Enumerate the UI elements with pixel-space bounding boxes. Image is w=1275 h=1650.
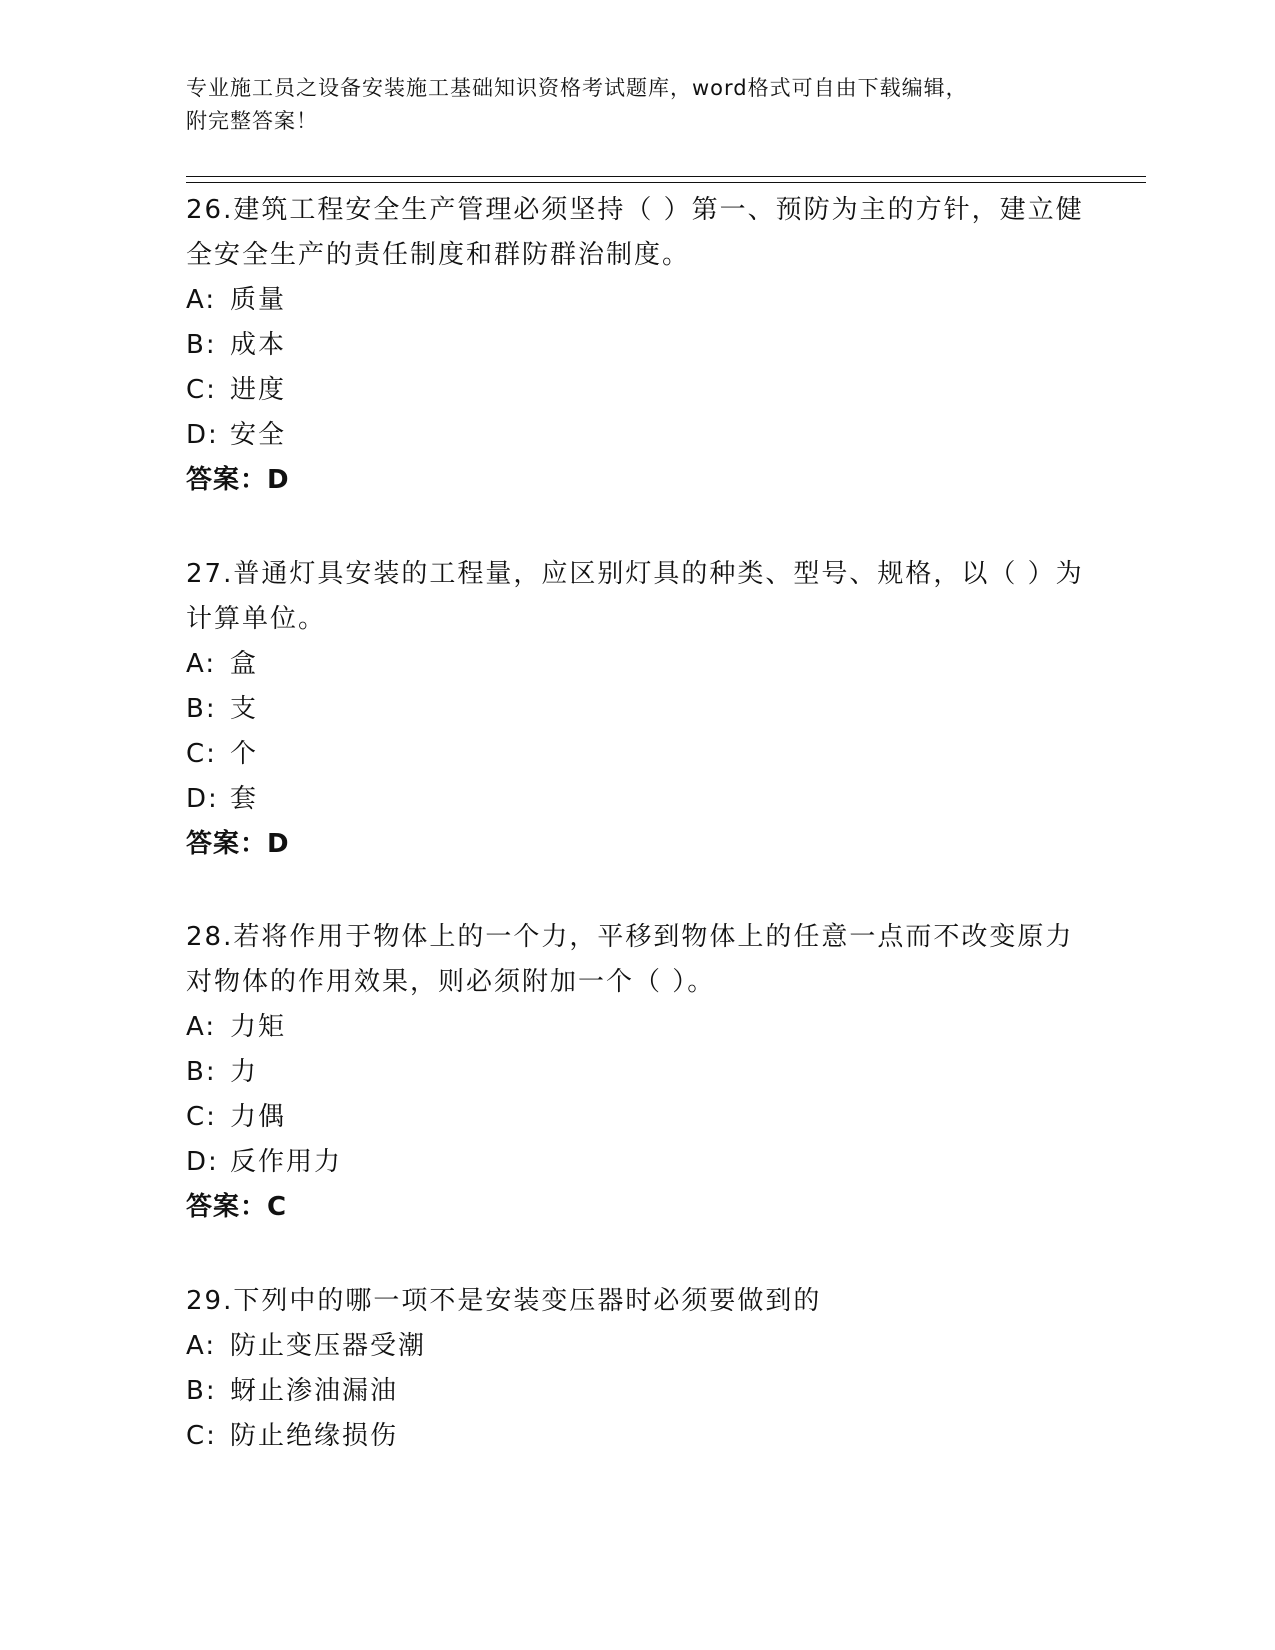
option-letter: B: xyxy=(186,694,217,724)
option-d xyxy=(186,777,1086,822)
question-text: 27.普通灯具安装的工程量，应区别灯具的种类、型号、规格，以（ ）为计算单位。 xyxy=(186,559,1084,634)
header-line-2: 附完整答案！ xyxy=(186,109,318,133)
option-b xyxy=(186,323,1086,368)
option-text: 盒 xyxy=(230,649,259,679)
option-text: 力 xyxy=(230,1057,259,1087)
option-letter: A: xyxy=(186,649,217,679)
option-letter: B: xyxy=(186,330,217,360)
option-text: 套 xyxy=(230,784,259,814)
option-letter: D: xyxy=(186,420,219,450)
option-text: 支 xyxy=(230,694,259,724)
question-text: 28.若将作用于物体上的一个力，平移到物体上的任意一点而不改变原力对物体的作用效果，则必须附加一个（ ）。 xyxy=(186,922,1074,997)
option-letter: B: xyxy=(186,1057,217,1087)
option-c xyxy=(186,368,1086,413)
header-divider-bottom xyxy=(186,182,1146,183)
question-29 xyxy=(186,1279,1086,1459)
option-letter: C: xyxy=(186,739,217,769)
option-text: 反作用力 xyxy=(230,1147,343,1177)
option-letter: A: xyxy=(186,1012,217,1042)
option-letter: D: xyxy=(186,784,219,814)
option-letter: C: xyxy=(186,375,217,405)
option-c xyxy=(186,732,1086,777)
option-text: 安全 xyxy=(230,420,287,450)
question-26 xyxy=(186,188,1086,503)
option-d xyxy=(186,1140,1086,1185)
question-28 xyxy=(186,915,1086,1230)
option-a xyxy=(186,1005,1086,1050)
option-b xyxy=(186,687,1086,732)
option-text: 成本 xyxy=(230,330,287,360)
option-a xyxy=(186,278,1086,323)
header-divider-top xyxy=(186,176,1146,177)
question-text: 26.建筑工程安全生产管理必须坚持（ ）第一、预防为主的方针，建立健全安全生产的责任制度和群防群治制度。 xyxy=(186,195,1084,270)
option-letter: A: xyxy=(186,285,217,315)
option-letter: C: xyxy=(186,1102,217,1132)
answer-line: 答案：D xyxy=(186,829,290,859)
answer-line: 答案：C xyxy=(186,1192,288,1222)
option-d xyxy=(186,413,1086,458)
option-text: 质量 xyxy=(230,285,287,315)
option-text: 个 xyxy=(230,739,259,769)
header-line-1: 专业施工员之设备安装施工基础知识资格考试题库，word格式可自由下载编辑， xyxy=(186,76,968,100)
question-text: 29.下列中的哪一项不是安装变压器时必须要做到的 xyxy=(186,1286,822,1316)
question-27 xyxy=(186,552,1086,867)
option-b xyxy=(186,1369,1086,1414)
option-text: 进度 xyxy=(230,375,287,405)
option-text: 防止变压器受潮 xyxy=(230,1331,427,1361)
option-b xyxy=(186,1050,1086,1095)
option-a xyxy=(186,642,1086,687)
option-letter: D: xyxy=(186,1147,219,1177)
option-c xyxy=(186,1414,1086,1459)
option-text: 力偶 xyxy=(230,1102,287,1132)
option-text: 蚜止渗油漏油 xyxy=(230,1376,399,1406)
option-letter: B: xyxy=(186,1376,217,1406)
option-text: 防止绝缘损伤 xyxy=(230,1421,399,1451)
option-a xyxy=(186,1324,1086,1369)
option-letter: A: xyxy=(186,1331,217,1361)
option-letter: C: xyxy=(186,1421,217,1451)
document-header xyxy=(186,72,1066,138)
option-c xyxy=(186,1095,1086,1140)
answer-line: 答案：D xyxy=(186,465,290,495)
option-text: 力矩 xyxy=(230,1012,287,1042)
